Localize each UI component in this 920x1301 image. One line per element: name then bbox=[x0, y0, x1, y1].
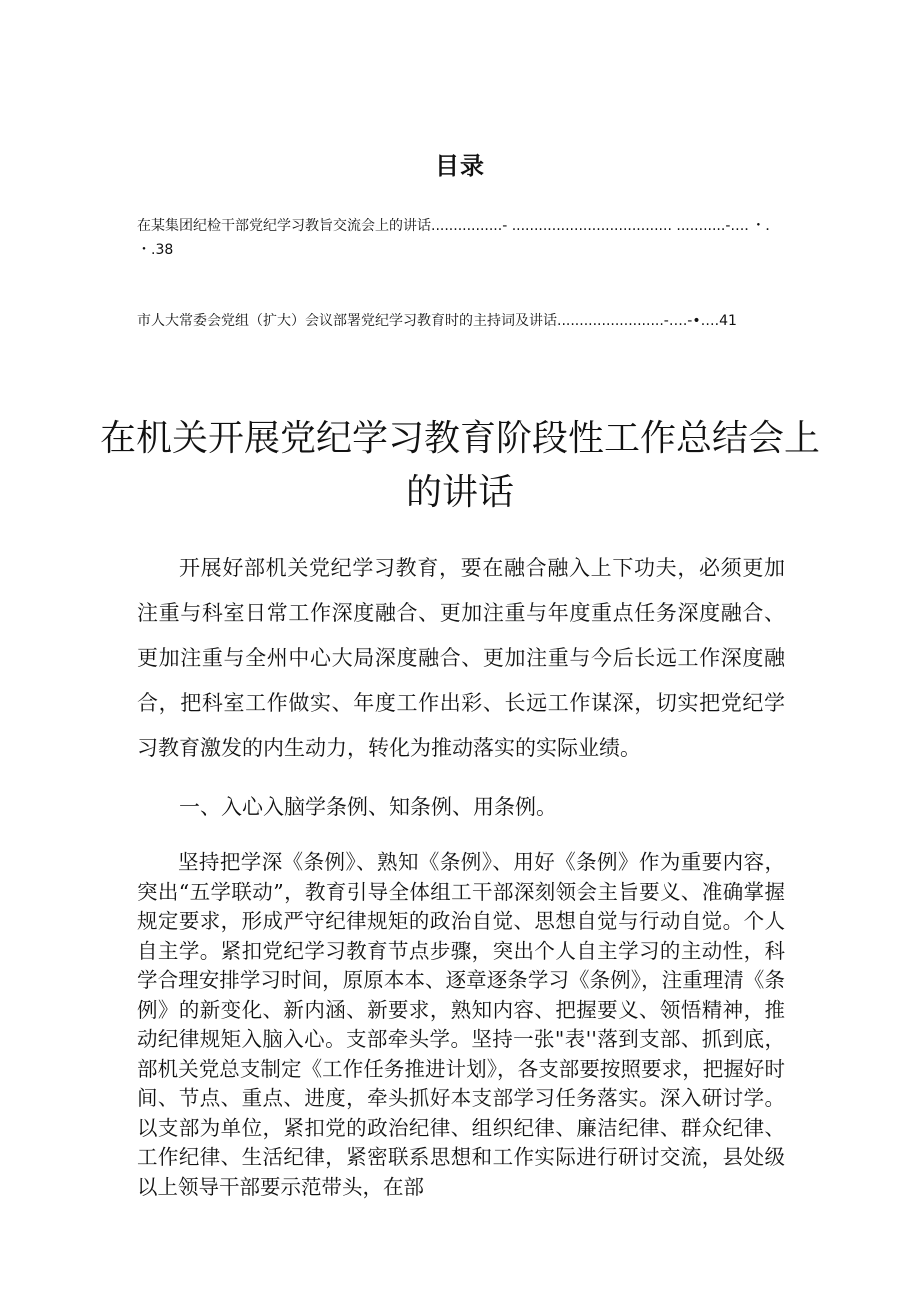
section-heading: 一、入心入脑学条例、知条例、用条例。 bbox=[179, 795, 557, 819]
toc-entry[interactable] bbox=[137, 309, 787, 333]
body-paragraph: 开展好部机关党纪学习教育，要在融合融入上下功夫，必须更加注重与科室日常工作深度融合、更加注重与年度重点任务深度融合、更加注重与全州中心大局深度融合、更加注重与今后长远工作深度融合，把科室工作做实、年度工作出彩、长远工作谋深，切实把党纪学习教育激发的内生动力，转化为推动落实的实际业绩。 bbox=[137, 556, 785, 760]
document-title: 在机关开展党纪学习教育阶段性工作总结会上的讲话 bbox=[100, 418, 821, 513]
toc-title: 目录 bbox=[435, 152, 485, 180]
toc-entry[interactable] bbox=[137, 214, 787, 262]
toc-entry-page: ・.38 bbox=[137, 242, 174, 258]
toc-entry-leader: ........................-….-•…. bbox=[557, 313, 720, 329]
toc-entry-text: 市人大常委会党组（扩大）会议部署党纪学习教育时的主持词及讲话 bbox=[137, 313, 557, 329]
toc-entry-leader: ................- .................................... ...........-…．・． bbox=[431, 218, 780, 234]
toc-entry-page: 41 bbox=[719, 313, 737, 329]
toc-entry-text: 在某集团纪检干部党纪学习教旨交流会上的讲话 bbox=[137, 218, 431, 234]
body-paragraph: 坚持把学深《条例》、熟知《条例》、用好《条例》作为重要内容，突出“五学联动”，教育引导全体组工干部深刻领会主旨要义、准确掌握规定要求，形成严守纪律规矩的政治自觉、思想自觉与行动自觉。个人自主学。紧扣党纪学习教育节点步骤，突出个人自主学习的主动性，科学合理安排学习时间，原原本本、逐章逐条学习《条例》，注重理清《条例》的新变化、新内涵、新要求，熟知内容、把握要义、领悟精神，推动纪律规矩入脑入心。支部牵头学。坚持一张"表''落到支部、抓到底，部机关党总支制定《工作任务推进计划》，各支部要按照要求，把握好时间、节点、重点、进度，牵头抓好本支部学习任务落实。深入研讨学。以支部为单位，紧扣党的政治纪律、组织纪律、廉洁纪律、群众纪律、工作纪律、生活纪律，紧密联系思想和工作实际进行研讨交流，县处级以上领导干部要示范带头，在部 bbox=[137, 850, 785, 1199]
